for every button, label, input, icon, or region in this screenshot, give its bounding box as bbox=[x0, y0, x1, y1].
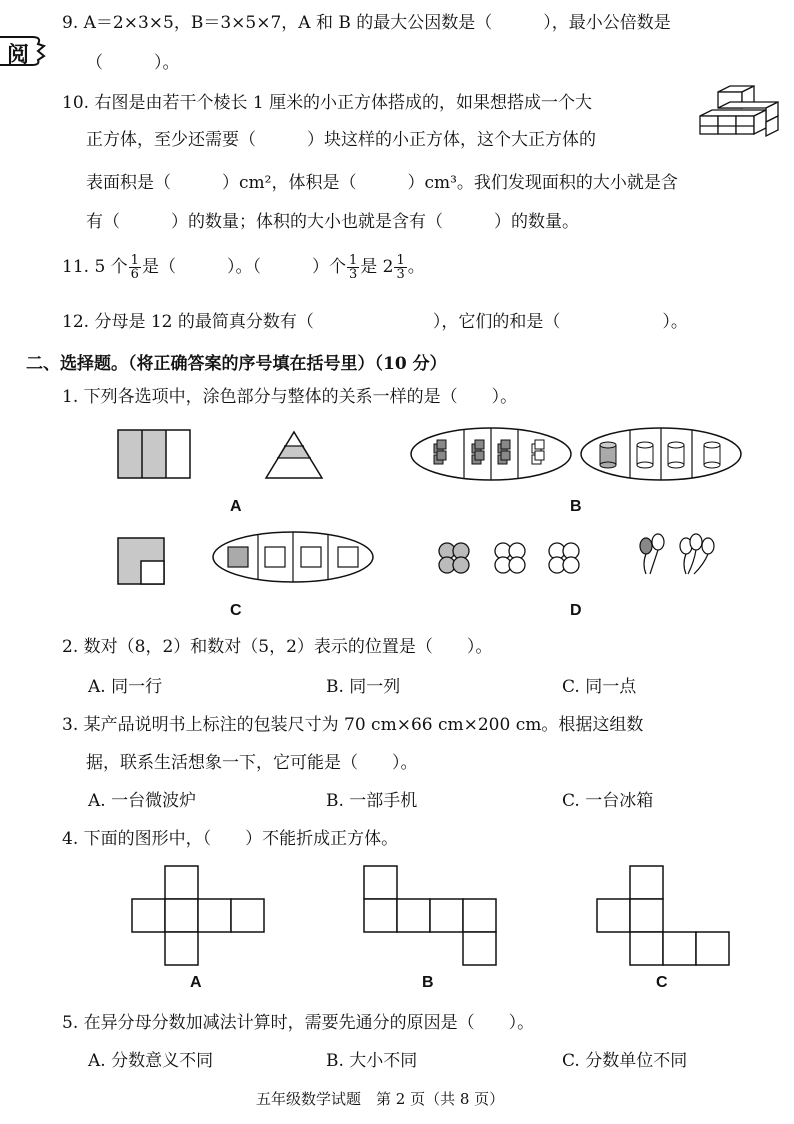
q11-frac2-num: 1 bbox=[348, 253, 358, 268]
c4-net-b bbox=[364, 866, 496, 966]
c1-fig-b-cylinders-ellipse bbox=[580, 426, 742, 482]
q11-fraction-2 bbox=[347, 254, 359, 281]
question-9-line1: 9. A＝2×3×5，B＝3×5×7，A 和 B 的最大公因数是（ ），最小公倍数是 bbox=[62, 13, 671, 33]
c3-option-c: C. 一台冰箱 bbox=[562, 791, 654, 811]
c4-net-c bbox=[597, 866, 729, 966]
question-12: 12. 分母是 12 的最简真分数有（ ），它们的和是（ ）。 bbox=[62, 312, 688, 332]
q11-part-c: 是 2 bbox=[360, 257, 394, 277]
q11-fraction-3 bbox=[394, 254, 406, 281]
c4-label-b: B bbox=[422, 974, 434, 991]
c5-option-a: A. 分数意义不同 bbox=[88, 1051, 214, 1071]
question-10-line3: 表面积是（ ）cm²，体积是（ ）cm³。我们发现面积的大小就是含 bbox=[86, 173, 678, 193]
c1-fig-a-rectangle bbox=[118, 430, 190, 478]
page-footer: 五年级数学试题 第 2 页（共 8 页） bbox=[256, 1090, 505, 1108]
c2-option-b: B. 同一列 bbox=[326, 677, 401, 697]
choice-question-2: 2. 数对（8，2）和数对（5，2）表示的位置是（ ）。 bbox=[62, 637, 493, 657]
badge-text: 阅 bbox=[7, 42, 30, 68]
section-badge bbox=[0, 34, 44, 68]
question-10-line4: 有（ ）的数量；体积的大小也就是含有（ ）的数量。 bbox=[86, 212, 579, 232]
q11-frac2-den: 3 bbox=[348, 267, 358, 282]
c3-option-b: B. 一部手机 bbox=[326, 791, 418, 811]
q11-part-b: 是（ ）。（ ）个 bbox=[141, 257, 346, 277]
c2-option-a: A. 同一行 bbox=[88, 677, 163, 697]
choice-question-5: 5. 在异分母分数加减法计算时，需要先通分的原因是（ ）。 bbox=[62, 1013, 535, 1033]
q11-part-d: 。 bbox=[407, 257, 425, 277]
q11-frac1-den: 6 bbox=[130, 267, 139, 282]
cube-stack-figure bbox=[700, 86, 790, 156]
c1-fig-c-square bbox=[118, 538, 164, 584]
c3-option-a: A. 一台微波炉 bbox=[88, 791, 197, 811]
c5-option-c: C. 分数单位不同 bbox=[562, 1051, 688, 1071]
c4-label-a: A bbox=[190, 974, 202, 991]
c1-fig-a-triangle bbox=[264, 430, 324, 478]
c1-label-c: C bbox=[230, 602, 242, 619]
q11-frac3-num: 1 bbox=[396, 253, 405, 268]
c4-net-a bbox=[132, 866, 264, 966]
q11-part-a: 11. 5 个 bbox=[62, 257, 128, 277]
q11-frac3-den: 3 bbox=[396, 267, 405, 282]
c2-option-c: C. 同一点 bbox=[562, 677, 637, 697]
c1-fig-d-clovers bbox=[430, 534, 590, 584]
section-2-title: 二、选择题。（将正确答案的序号填在括号里）（10 分） bbox=[26, 354, 447, 374]
question-10-line1: 10. 右图是由若干个棱长 1 厘米的小正方体搭成的，如果想搭成一个大 bbox=[62, 93, 593, 113]
c1-label-d: D bbox=[570, 602, 582, 619]
c1-fig-b-cubes-ellipse bbox=[410, 426, 572, 482]
question-11 bbox=[62, 254, 425, 281]
c4-label-c: C bbox=[656, 974, 668, 991]
question-10-line2: 正方体，至少还需要（ ）块这样的小正方体，这个大正方体的 bbox=[86, 130, 596, 150]
c1-fig-d-balloons bbox=[636, 532, 726, 582]
c1-label-b: B bbox=[570, 498, 582, 515]
c5-option-b: B. 大小不同 bbox=[326, 1051, 418, 1071]
c1-label-a: A bbox=[230, 498, 242, 515]
choice-question-4: 4. 下面的图形中，（ ）不能折成正方体。 bbox=[62, 829, 399, 849]
q11-fraction-1 bbox=[129, 254, 141, 281]
choice-question-3-line2: 据，联系生活想象一下，它可能是（ ）。 bbox=[86, 753, 418, 773]
question-9-line2: （ ）。 bbox=[86, 53, 180, 73]
c1-fig-c-squares-ellipse bbox=[212, 530, 374, 584]
choice-question-3-line1: 3. 某产品说明书上标注的包装尺寸为 70 cm×66 cm×200 cm。根据这组数 bbox=[62, 715, 644, 735]
choice-question-1: 1. 下列各选项中，涂色部分与整体的关系一样的是（ ）。 bbox=[62, 387, 518, 407]
q11-frac1-num: 1 bbox=[130, 253, 139, 268]
